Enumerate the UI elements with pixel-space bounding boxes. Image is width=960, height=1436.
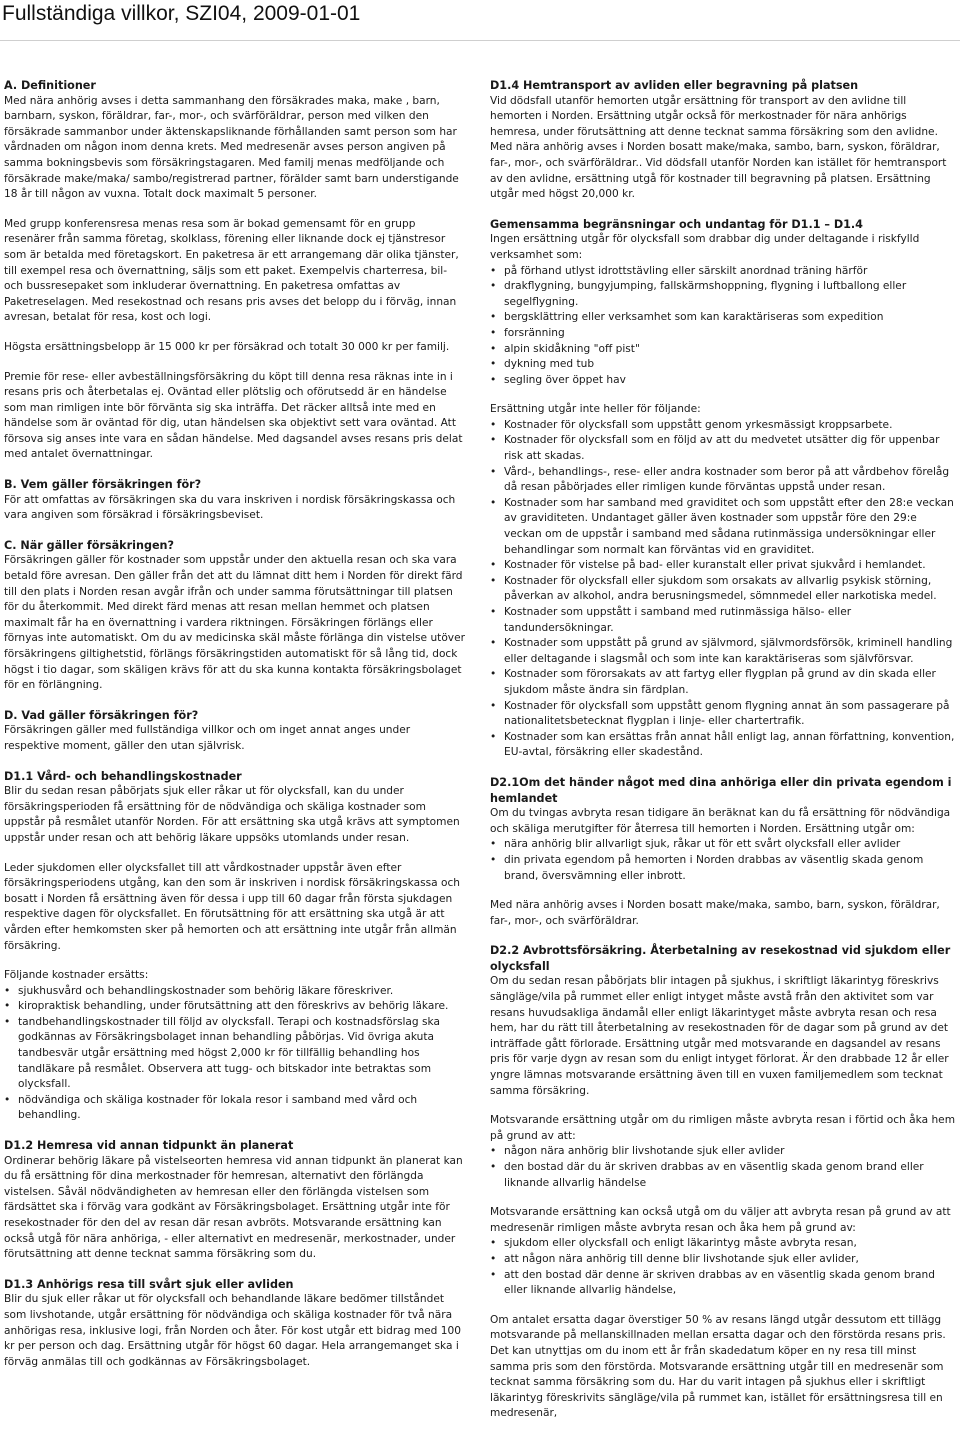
- section-c: [4, 538, 466, 694]
- section-d1-3: [4, 1277, 466, 1371]
- bullet-list: [490, 264, 956, 389]
- bullet-list: [490, 418, 956, 761]
- section-heading: D1.3 Anhörigs resa till svårt sjuk eller avliden: [4, 1277, 294, 1291]
- paragraph: Leder sjukdomen eller olycksfallet till att vårdkostnader uppstår även efter försäkringsperiodens utgång, kan den som är inskriven i nordisk försäkringskassa och bosatt i Norden få ersättning även för dessa i upp till 60 dagar från första sjukdagen respektive dagen för olycksfallet. En förutsättning för att ersättning ska utgå är att vården efter hemkomsten sker på hemorten och att ersättning inte utgår från allmän försäkring.: [4, 861, 461, 952]
- list-item: • att den bostad där denne är skriven drabbas av en väsentlig skada genom brand eller liknande allvarlig händelse,: [490, 1268, 956, 1299]
- list-item: • den bostad där du är skriven drabbas av en väsentlig skada genom brand eller liknande allvarlig händelse: [490, 1160, 956, 1191]
- bullet-list: [490, 837, 956, 884]
- list-item: • Kostnader för vistelse på bad- eller kuranstalt eller privat sjukvård i hemlandet.: [490, 558, 956, 574]
- bullet-list: [490, 1144, 956, 1191]
- section-d1-4: [490, 78, 956, 203]
- paragraph: Med nära anhörig avses i Norden bosatt make/maka, sambo, barn, syskon, föräldrar, far-, mor-, och svärföräldrar.: [490, 899, 940, 927]
- list-item: • nödvändiga och skäliga kostnader för lokala resor i samband med vård och behandling.: [4, 1093, 466, 1124]
- list-item: • Kostnader som uppstått på grund av självmord, självmordsförsök, kriminell handling eller deltagande i slagsmål och som inte kan karaktäriseras som självförsvar.: [490, 636, 956, 667]
- list-item: • din privata egendom på hemorten i Norden drabbas av väsentlig skada genom brand, översvämning eller inbrott.: [490, 853, 956, 884]
- paragraph: Premie för rese- eller avbeställningsförsäkring du köpt till denna resa räknas inte in i resans pris och återbetalas ej. Oväntad eller plötslig och oförutsedd är en händelse som man rimligen inte bör förvänta sig ska inträffa. Det räcker alltså inte med en händelse som är oväntad för dig, utan händelsen ska objektivt sett vara oväntad. Att försova sig anses inte vara en sådan händelse. Med dagsandel avses resans pris delat med antalet övernattningar.: [4, 370, 463, 461]
- paragraph: Motsvarande ersättning utgår om du rimligen måste avbryta resan i förtid och åka hem på grund av att:: [490, 1114, 956, 1142]
- section-d1-2: [4, 1138, 466, 1263]
- list-item: • någon nära anhörig blir livshotande sjuk eller avlider: [490, 1144, 956, 1160]
- list-item: • sjukdom eller olycksfall och enligt läkarintyg måste avbryta resan,: [490, 1236, 956, 1252]
- section-d2-1: [490, 775, 956, 929]
- section-heading: D2.2 Avbrottsförsäkring. Återbetalning av resekostnad vid sjukdom eller olycksfall: [490, 944, 951, 973]
- document-header: [0, 0, 960, 41]
- paragraph: Om antalet ersatta dagar överstiger 50 % av resans längd utgår dessutom ett tillägg motsvarande på mellanskillnaden mellan ersatta dagar och den förstörda resans pris. Det kan utnyttjas om du inom ett år från skadedatum köper en ny resa till minst samma pris som den förstörda. Motsvarande ersättning utgår till en medresenär som tecknat samma försäkring som du. Har du varit intagen på sjukhus eller i skriftligt läkarintyg föreskrivits sängläge/vila på rummet kan, istället för ersättningsresa till en medresenär,: [490, 1313, 946, 1420]
- paragraph: Högsta ersättningsbelopp är 15 000 kr per försäkrad och totalt 30 000 kr per familj.: [4, 340, 450, 353]
- list-item: • nära anhörig blir allvarligt sjuk, råkar ut för ett svårt olycksfall eller avlider: [490, 837, 956, 853]
- paragraph: Försäkringen gäller med fullständiga villkor och om inget annat anges under respektive moment, gäller den utan självrisk.: [4, 724, 411, 752]
- list-item: • Kostnader för olycksfall som uppstått genom flygning annat än som passagerare på nationalitetsbetecknat flygplan i linje- eller chartertrafik.: [490, 699, 956, 730]
- list-item: • dykning med tub: [490, 357, 956, 373]
- paragraph: Försäkringen gäller för kostnader som uppstår under den aktuella resan och ska vara betald före avresan. Den gäller från det att du lämnat ditt hem i Norden för direkt färd till den plats i Norden resan avgår ifrån och under samma förutsättningar till platsen för du återkommit. Med direkt färd menas att resan mellan hemmet och platsen maximalt får ha en övernattning i vardera riktningen. Försäkringen förlängs eller förnyas inte automatiskt. Om du av medicinska skäl måste förlänga din vistelse utöver försäkringens giltighetstid, förlängs försäkringstiden automatiskt för så lång tid, dock högst i tio dagar, som skäligen krävs för att du ska kunna kontakta försäkringsbolaget för en förlängning.: [4, 554, 465, 692]
- section-common-exclusions: [490, 217, 956, 761]
- list-item: • Kostnader som förorsakats av att fartyg eller flygplan på grund av din skada eller sjukdom måste ändra sin färdplan.: [490, 667, 956, 698]
- list-item: • Kostnader som har samband med graviditet och som uppstått efter den 28:e veckan av graviditeten. Undantaget gäller även kostnader som uppstår före den 29:e veckan om de uppstår i samband med sådana rutinmässiga undersökningar eller behandlingar som normalt kan förväntas vid en graviditet.: [490, 496, 956, 558]
- section-heading: Gemensamma begränsningar och undantag för D1.1 – D1.4: [490, 217, 863, 231]
- paragraph: Följande kostnader ersätts:: [4, 969, 149, 982]
- section-d1-1: [4, 769, 466, 1124]
- list-item: • att någon nära anhörig till denne blir livshotande sjuk eller avlider,: [490, 1252, 956, 1268]
- list-item: • Kostnader som kan ersättas från annat håll enligt lag, annan författning, konvention, EU-avtal, försäkring eller skadestånd.: [490, 730, 956, 761]
- section-d: [4, 708, 466, 755]
- paragraph: Blir du sedan resan påbörjats sjuk eller råkar ut för olycksfall, kan du under försäkringsperioden få ersättning för de nödvändiga och skäliga kostnader som uppstår på resmålet utanför Norden. För att ersättning ska utgå krävs att symptomen uppstår under resan och att behörig läkare uppsöks utomlands under resan.: [4, 785, 460, 844]
- paragraph: Om du tvingas avbryta resan tidigare än beräknat kan du få ersättning för nödvändiga och skäliga merutgifter för återresa till hemorten i Norden. Ersättning utgår om:: [490, 807, 951, 835]
- paragraph: För att omfattas av försäkringen ska du vara inskriven i nordisk försäkringskassa och vara angiven som försäkrad i försäkringsbeviset.: [4, 493, 456, 522]
- list-item: • Kostnader som uppstått i samband med rutinmässiga hälso- eller tandundersökningar.: [490, 605, 956, 636]
- paragraph: Med grupp konferensresa menas resa som är bokad gemensamt för en grupp resenärer från samma företag, skolklass, förening eller liknande dock ej tjänstresor som är betalda med företagskort. En paketresa är ett arrangemang där olika tjänster, till exempel resa och övernattning, säljs som ett paket. Exempelvis charterresa, bil- och bussresepaket som inkluderar övernattning. En paketresa omfattas av Paketreselagen. Med resekostnad och resans pris avses det belopp du i förväg, innan avresan, betalat för resa, kost och logi.: [4, 217, 459, 324]
- list-item: • Kostnader för olycksfall eller sjukdom som orsakats av allvarlig psykisk störning, påverkan av alkohol, andra berusningsmedel, sömnmedel eller narkotiska medel.: [490, 574, 956, 605]
- list-item: • Kostnader för olycksfall som uppstått genom yrkesmässigt kroppsarbete.: [490, 418, 956, 434]
- list-item: • tandbehandlingskostnader till följd av olycksfall. Terapi och kostnadsförslag ska godkännas av Försäkringsbolaget innan behandling påbörjas. Vid övriga akuta tandbesvär utgår ersättning med högst 2,000 kr för tillfällig behandling hos tandläkare på resmålet. Observera att tugg- och bitskador inte betraktas som olycksfall.: [4, 1015, 466, 1093]
- list-item: • segling över öppet hav: [490, 373, 956, 389]
- section-heading: D1.4 Hemtransport av avliden eller begravning på platsen: [490, 79, 859, 92]
- paragraph: Ingen ersättning utgår för olycksfall som drabbar dig under deltagande i riskfylld verksamhet som:: [490, 233, 920, 261]
- section-heading: C. När gäller försäkringen?: [4, 538, 174, 552]
- paragraph: Ersättning utgår inte heller för följande:: [490, 403, 701, 416]
- right-column: [490, 78, 956, 1436]
- bullet-list: [4, 984, 466, 1124]
- list-item: • bergsklättring eller verksamhet som kan karaktäriseras som expedition: [490, 310, 956, 326]
- section-a: [4, 78, 466, 463]
- list-item: • kiropraktisk behandling, under förutsättning att den föreskrivs av behörig läkare.: [4, 999, 466, 1015]
- list-item: • forsränning: [490, 326, 956, 342]
- list-item: • drakflygning, bungyjumping, fallskärmshoppning, flygning i luftballong eller segelflygning.: [490, 279, 956, 310]
- list-item: • alpin skidåkning "off pist": [490, 342, 956, 358]
- section-heading: D1.2 Hemresa vid annan tidpunkt än planerat: [4, 1139, 294, 1153]
- list-item: • på förhand utlyst idrottstävling eller särskilt anordnad träning härför: [490, 264, 956, 280]
- document-title: Fullständiga villkor, SZI04, 2009-01-01: [2, 2, 361, 25]
- paragraph: Motsvarande ersättning kan också utgå om du väljer att avbryta resan på grund av att medresenär rimligen måste avbryta resan och åka hem på grund av:: [490, 1206, 951, 1234]
- section-heading: A. Definitioner: [4, 79, 96, 92]
- section-heading: D2.1Om det händer något med dina anhöriga eller din privata egendom i hemlandet: [490, 775, 952, 805]
- paragraph: Med nära anhörig avses i detta sammanhang den försäkrades maka, make , barn, barnbarn, syskon, föräldrar, far-, mor-, och svärföräldrar, person med vilken den försäkrade sammanbor under äktenskapsliknande förhållanden samt person som har vårdnaden om någon inom denna krets. Med medresenär avses person angiven på samma bokningsbevis som försäkringstagaren. Med familj menas medföljande och försäkrade make/maka/ sambo/registrerad partner, förälder samt barn understigande 18 år till någon av vuxna. Totalt dock maximalt 5 personer.: [4, 94, 459, 201]
- section-heading: D1.1 Vård- och behandlingskostnader: [4, 769, 242, 783]
- bullet-list: [490, 1236, 956, 1298]
- section-heading: B. Vem gäller försäkringen för?: [4, 478, 202, 492]
- list-item: • Vård-, behandlings-, rese- eller andra kostnader som beror på att vårdbehov förelåg då resan påbörjades eller rimligen kunde förväntas uppstå under resan.: [490, 465, 956, 496]
- list-item: • sjukhusvård och behandlingskostnader som behörig läkare föreskriver.: [4, 984, 466, 1000]
- left-column: [4, 78, 466, 1384]
- list-item: • Kostnader för olycksfall som en följd av att du medvetet utsätter dig för uppenbar risk att skadas.: [490, 433, 956, 464]
- section-b: [4, 477, 466, 524]
- paragraph: Vid dödsfall utanför hemorten utgår ersättning för transport av den avlidne till hemorten i Norden. Ersättning utgår också för merkostnader för nära anhörigs hemresa, under förutsättning att denne tecknat samma försäkring som den avlidne. Med nära anhörig avses i Norden bosatt make/maka, sambo, barn, syskon, föräldrar, far-, mor-, och svärföräldrar.. Vid dödsfall utanför Norden kan istället för hemtransport av den avlidne, ersättning utgå för kostnader till begravning på platsen. Ersättning utgår med högst 20,000 kr.: [490, 94, 947, 201]
- paragraph: Om du sedan resan påbörjats blir intagen på sjukhus, i skriftligt läkarintyg föreskrivs sängläge/vila på rummet eller enligt intyget måste avstå från den aktivitet som var resans huvudsakliga ändamål eller enligt läkarintyget måste avbryta resan och resa hem, har du rätt till återbetalning av resekostnaden för de dagar som på grund av det inträffade gått förlorade. Ersättning utgår med motsvarande en dagsandel av resans pris för varje dygn av resan som du enligt intyget förlorat. Är den drabbade 12 år eller yngre lämnas motsvarande ersättning även till en vuxen familjemedlem som tecknat samma försäkring.: [490, 975, 949, 1097]
- section-heading: D. Vad gäller försäkringen för?: [4, 708, 199, 722]
- section-d2-2: [490, 943, 956, 1422]
- paragraph: Blir du sjuk eller råkar ut för olycksfall och behandlande läkare bedömer tillståndet som livshotande, utgår ersättning för nödvändiga och skäliga kostnader för två nära anhörigas resa, inklusive logi, från Norden och åter. För kost utgår ett bidrag med 100 kr per person och dag. Ersättning utgår för högst 60 dagar. Hela arrangemanget ska i förväg anmälas till och godkännas av Försäkringsbolaget.: [4, 1293, 461, 1368]
- paragraph: Ordinerar behörig läkare på vistelseorten hemresa vid annan tidpunkt än planerat kan du få ersättning för dina merkostnader för hemresan, alternativt den förlängda vistelsen. Såväl nödvändigheten av hemresan eller den förlängda vistelsen som färdsättet ska i förväg vara godkänt av Försäkringsbolaget. Ersättning utgår inte för resekostnader för den del av resan där resan avbröts. Motsvarande ersättning kan också utgå för nära anhöriga, - eller alternativt en medresenär, merkostnader, under förutsättning att denne tecknat samma försäkring som du.: [4, 1154, 463, 1261]
